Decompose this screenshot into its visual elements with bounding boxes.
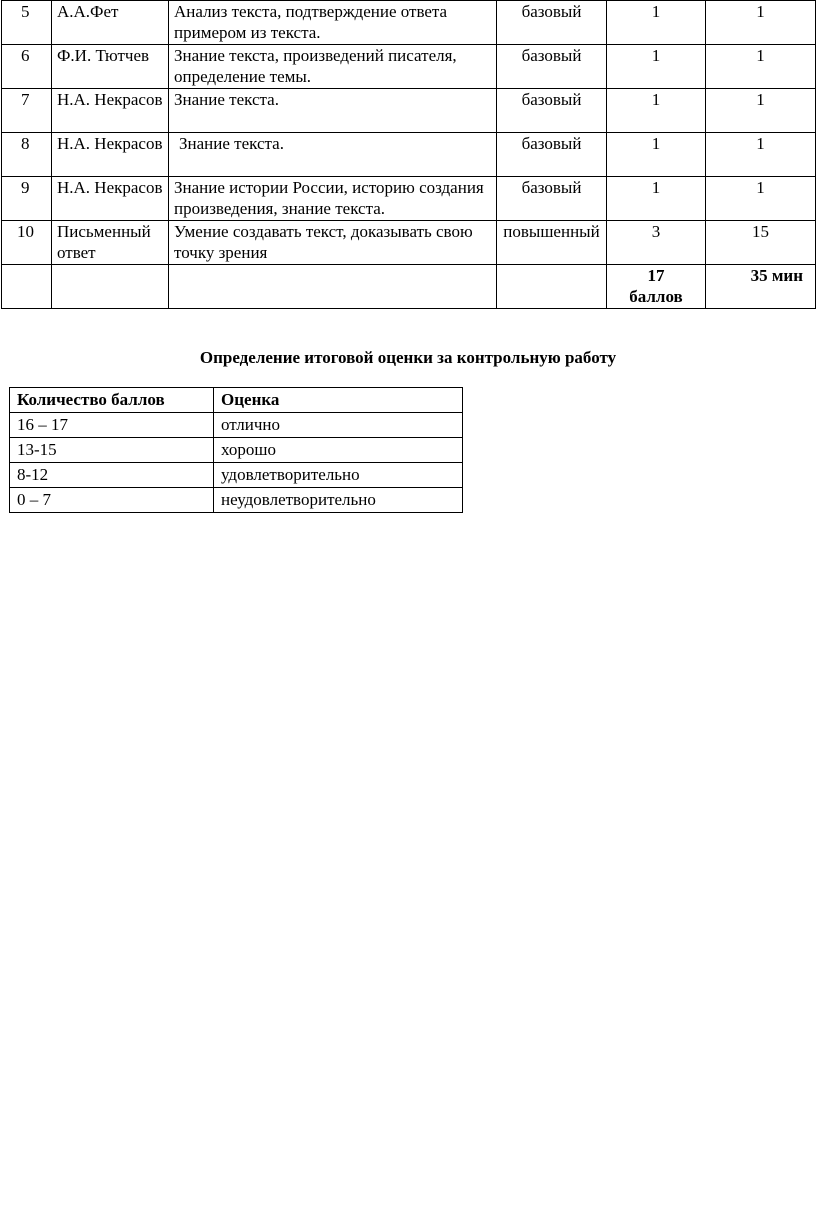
grade-value: хорошо (214, 438, 463, 463)
task-author: Н.А. Некрасов (52, 133, 169, 177)
task-count: 1 (607, 133, 706, 177)
task-description: Знание текста. (169, 133, 497, 177)
grading-header-row (10, 388, 463, 413)
score-range: 0 – 7 (10, 488, 214, 513)
task-number: 10 (2, 221, 52, 265)
grade-value: отлично (214, 413, 463, 438)
task-description: Анализ текста, подтверждение ответа примером из текста. (169, 1, 497, 45)
task-points: 1 (706, 133, 816, 177)
grading-title: Определение итоговой оценки за контрольную работу (199, 348, 617, 367)
empty-cell (497, 265, 607, 309)
grading-table (9, 387, 463, 513)
task-description: Умение создавать текст, доказывать свою точку зрения (169, 221, 497, 265)
grade-header: Оценка (214, 388, 463, 413)
task-number: 7 (2, 89, 52, 133)
task-author: Н.А. Некрасов (52, 89, 169, 133)
table-row (10, 488, 463, 513)
task-count: 3 (607, 221, 706, 265)
table-row (2, 45, 816, 89)
task-points: 15 (706, 221, 816, 265)
task-count: 1 (607, 45, 706, 89)
task-description: Знание текста. (169, 89, 497, 133)
task-number: 5 (2, 1, 52, 45)
task-author: А.А.Фет (52, 1, 169, 45)
table-row (2, 1, 816, 45)
total-points: 17 баллов (607, 265, 706, 309)
table-row (10, 463, 463, 488)
grade-value: неудовлетворительно (214, 488, 463, 513)
table-row (2, 177, 816, 221)
task-level: базовый (497, 133, 607, 177)
task-points: 1 (706, 177, 816, 221)
task-level: базовый (497, 177, 607, 221)
total-time: 35 мин (706, 265, 816, 309)
task-number: 8 (2, 133, 52, 177)
task-level: базовый (497, 89, 607, 133)
task-author: Ф.И. Тютчев (52, 45, 169, 89)
score-range: 13-15 (10, 438, 214, 463)
score-range: 16 – 17 (10, 413, 214, 438)
task-level: базовый (497, 1, 607, 45)
task-level: повышенный (497, 221, 607, 265)
table-row (2, 133, 816, 177)
task-points: 1 (706, 89, 816, 133)
task-description: Знание истории России, историю создания произведения, знание текста. (169, 177, 497, 221)
empty-cell (2, 265, 52, 309)
table-row (2, 221, 816, 265)
table-row (10, 413, 463, 438)
task-author: Письменный ответ (52, 221, 169, 265)
task-count: 1 (607, 1, 706, 45)
table-row (10, 438, 463, 463)
task-count: 1 (607, 177, 706, 221)
task-level: базовый (497, 45, 607, 89)
empty-cell (169, 265, 497, 309)
empty-cell (52, 265, 169, 309)
task-points: 1 (706, 45, 816, 89)
grade-value: удовлетворительно (214, 463, 463, 488)
task-count: 1 (607, 89, 706, 133)
task-number: 6 (2, 45, 52, 89)
task-number: 9 (2, 177, 52, 221)
score-header: Количество баллов (10, 388, 214, 413)
score-range: 8-12 (10, 463, 214, 488)
tasks-table (1, 0, 816, 309)
task-points: 1 (706, 1, 816, 45)
total-row (2, 265, 816, 309)
table-row (2, 89, 816, 133)
task-author: Н.А. Некрасов (52, 177, 169, 221)
task-description: Знание текста, произведений писателя, определение темы. (169, 45, 497, 89)
